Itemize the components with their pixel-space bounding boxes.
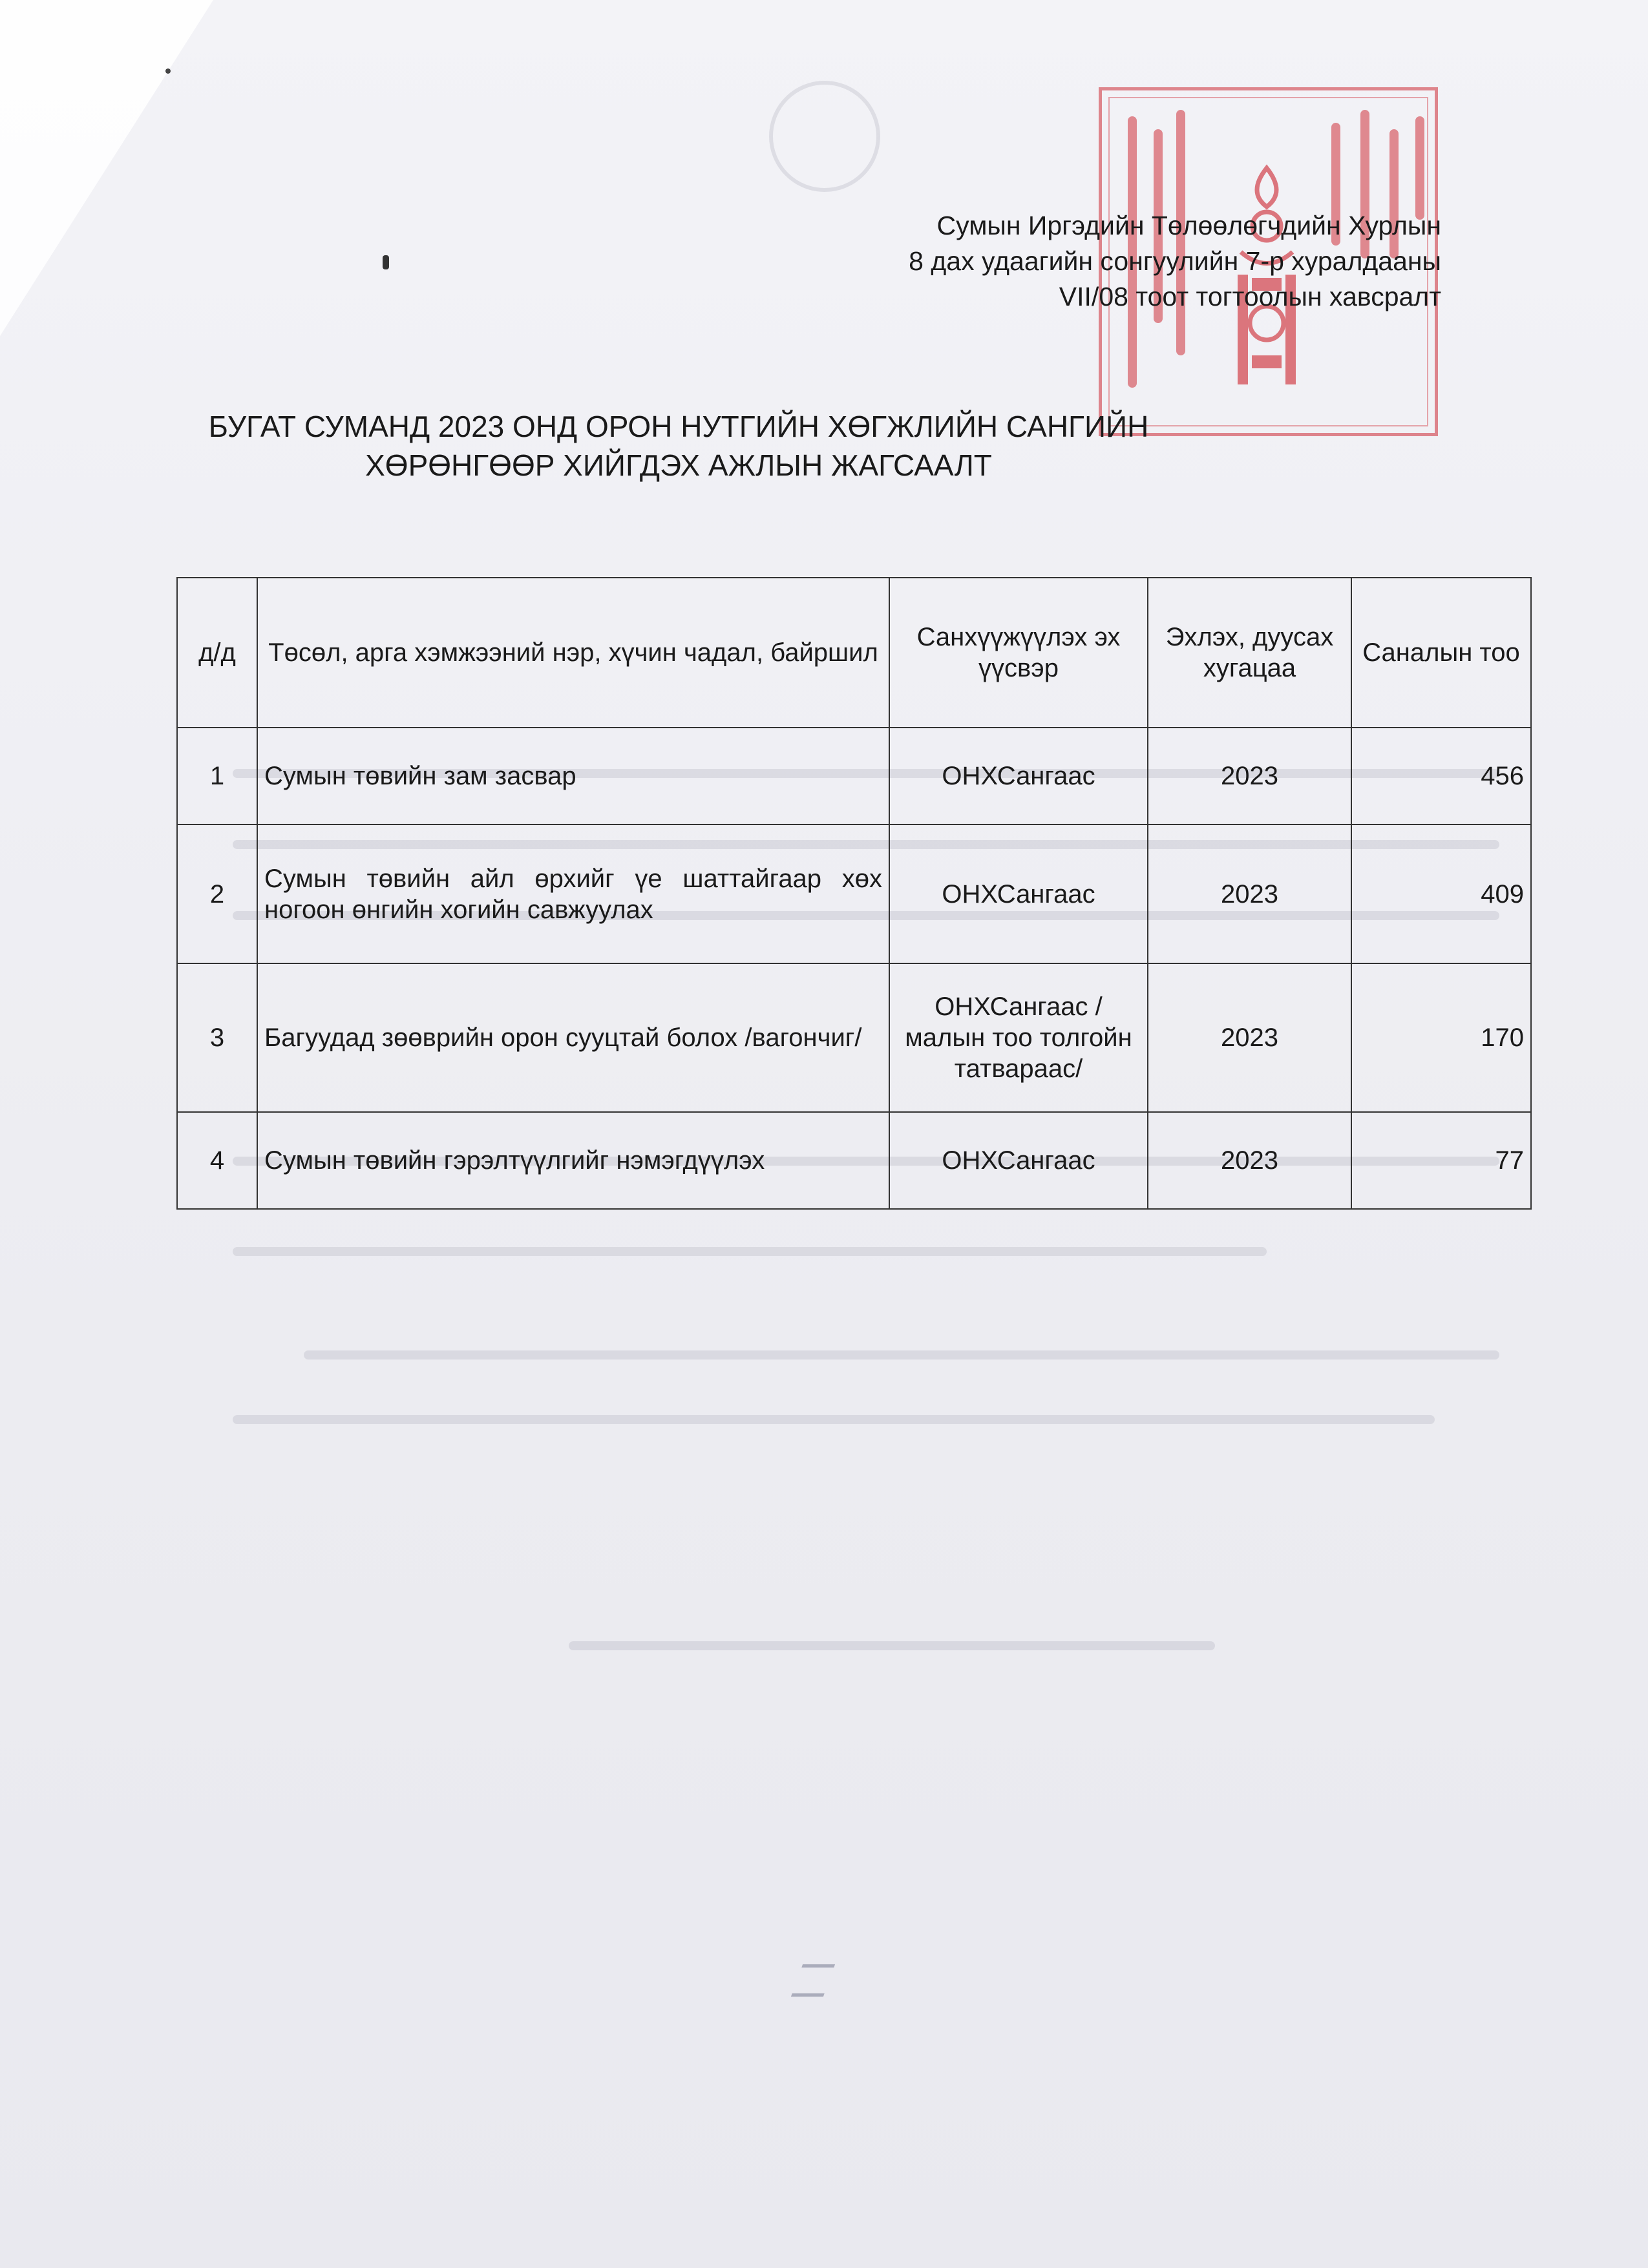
cell-votes: 170 (1351, 963, 1531, 1112)
folded-corner (0, 0, 213, 336)
table-row (177, 963, 1531, 1112)
ink-speck (165, 68, 171, 74)
bleed-through-line (569, 1641, 1215, 1650)
table-row (177, 728, 1531, 824)
cell-name: Багуудад зөөврийн орон сууцтай болох /вагончиг/ (257, 963, 889, 1112)
scribble-mark (791, 1964, 835, 1997)
cell-period: 2023 (1148, 1112, 1351, 1209)
table-header-row (177, 578, 1531, 728)
cell-source: ОНХСангаас (889, 824, 1148, 963)
cell-source: ОНХСангаас (889, 728, 1148, 824)
cell-period: 2023 (1148, 824, 1351, 963)
table-row (177, 1112, 1531, 1209)
cell-votes: 456 (1351, 728, 1531, 824)
header-no: д/д (177, 578, 257, 728)
cell-period: 2023 (1148, 728, 1351, 824)
bleed-through-line (233, 1247, 1267, 1256)
ink-speck (383, 255, 389, 269)
table-row (177, 824, 1531, 963)
header-line-1: Сумын Иргэдийн Төлөөлөгчдийн Хурлын (936, 211, 1441, 240)
document-title (168, 407, 1189, 485)
bleed-through-line (233, 1415, 1435, 1424)
bleed-through-seal (769, 81, 880, 192)
appendix-header (909, 208, 1441, 315)
header-period: Эхлэх, дуусах хугацаа (1148, 578, 1351, 728)
bleed-through-line (304, 1350, 1499, 1360)
header-line-3: VII/08 тоот тогтоолын хавсралт (1059, 282, 1441, 311)
cell-no: 3 (177, 963, 257, 1112)
title-line-1: БУГАТ СУМАНД 2023 ОНД ОРОН НУТГИЙН ХӨГЖЛИЙН САНГИЙН (208, 410, 1149, 443)
cell-no: 4 (177, 1112, 257, 1209)
cell-name: Сумын төвийн зам засвар (257, 728, 889, 824)
cell-votes: 409 (1351, 824, 1531, 963)
header-source: Санхүүжүүлэх эх үүсвэр (889, 578, 1148, 728)
cell-source: ОНХСангаас (889, 1112, 1148, 1209)
cell-no: 2 (177, 824, 257, 963)
cell-name: Сумын төвийн айл өрхийг үе шаттайгаар хөх ногоон өнгийн хогийн савжуулах (257, 824, 889, 963)
cell-period: 2023 (1148, 963, 1351, 1112)
cell-no: 1 (177, 728, 257, 824)
works-table (176, 577, 1532, 1210)
header-name: Төсөл, арга хэмжээний нэр, хүчин чадал, байршил (257, 578, 889, 728)
title-line-2: ХӨРӨНГӨӨР ХИЙГДЭХ АЖЛЫН ЖАГСААЛТ (365, 448, 992, 482)
cell-name: Сумын төвийн гэрэлтүүлгийг нэмэгдүүлэх (257, 1112, 889, 1209)
cell-source: ОНХСангаас /малын тоо толгойн татвараас/ (889, 963, 1148, 1112)
header-line-2: 8 дах удаагийн сонгуулийн 7-р хуралдааны (909, 246, 1441, 276)
header-votes: Саналын тоо (1351, 578, 1531, 728)
cell-votes: 77 (1351, 1112, 1531, 1209)
